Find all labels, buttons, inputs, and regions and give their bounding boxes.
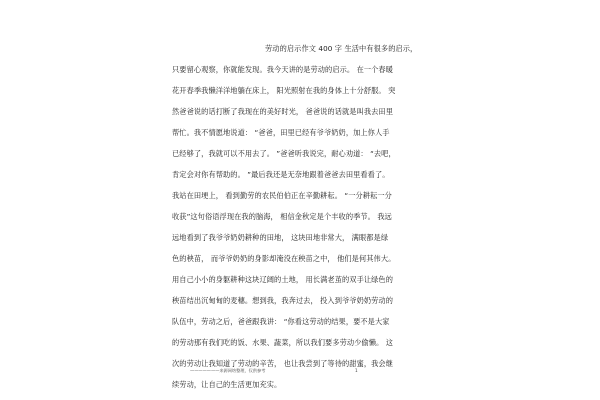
essay-line: 已经够了，我就可以不用去了。 ”爸爸听我说完，耐心劝道： “去吧， — [172, 149, 396, 158]
essay-title-line: 劳动的启示作文 400 字 生活中有很多的启示， — [265, 44, 417, 53]
page-number: 1 — [355, 368, 358, 373]
essay-line: 收获”这句俗语浮现在我的脑海， 相信金秋定是个丰收的季节。 我远 — [172, 212, 392, 221]
essay-line: 然爸爸说的话打断了我现在的美好时光， 爸爸说的话就是叫我去田里 — [172, 107, 394, 116]
footer-source-note: ———————来源网络整理，仅供参考 — [190, 368, 266, 373]
essay-line: 我站在田埂上， 看到勤劳的农民伯伯正在辛勤耕耘。 “一分耕耘一分 — [172, 191, 392, 200]
essay-line: 花开春季我懒洋洋地躺在床上， 阳光照射在我的身体上十分舒服。 突 — [172, 86, 396, 95]
essay-line: 次的劳动让我知道了劳动的辛苦， 也让我尝到了等待的甜蜜，我会继 — [172, 359, 394, 368]
essay-line: 色的秧苗， 而爷爷奶奶的身影却淹没在秧苗之中， 他们是何其伟大。 — [172, 254, 396, 263]
essay-line: 远地看到了我爷爷奶奶耕种的田地， 这块田地非常大， 满眼都是绿 — [172, 233, 389, 242]
essay-line: 的劳动那有我们吃的饭、水果、蔬菜，所以我们要多劳动少偷懒。 这 — [172, 338, 394, 347]
essay-body — [172, 38, 417, 395]
essay-line: 用自己小小的身躯耕种这块辽阔的土地， 用长满老茧的双手让绿色的 — [172, 275, 394, 284]
essay-line: 秧苗结出沉甸甸的麦穗。想到我，我奔过去， 投入到爷爷奶奶劳动的 — [172, 296, 394, 305]
essay-line: 肯定会对你有帮助的。 ”最后我还是无奈地跟着爸爸去田里看看了。 — [172, 170, 390, 179]
essay-line: 队伍中，劳动之后，爸爸跟我讲： “你看这劳动的结果，要不是大家 — [172, 317, 390, 326]
essay-line: 只要留心观察，你就能发现。我今天讲的是劳动的启示。 在一个春暖 — [172, 65, 394, 74]
essay-line: 帮忙。我不情愿地说道： “爸爸，田里已经有爷爷奶奶，加上你人手 — [172, 128, 390, 137]
essay-line: 续劳动，让自己的生活更加充实。 — [172, 380, 282, 389]
